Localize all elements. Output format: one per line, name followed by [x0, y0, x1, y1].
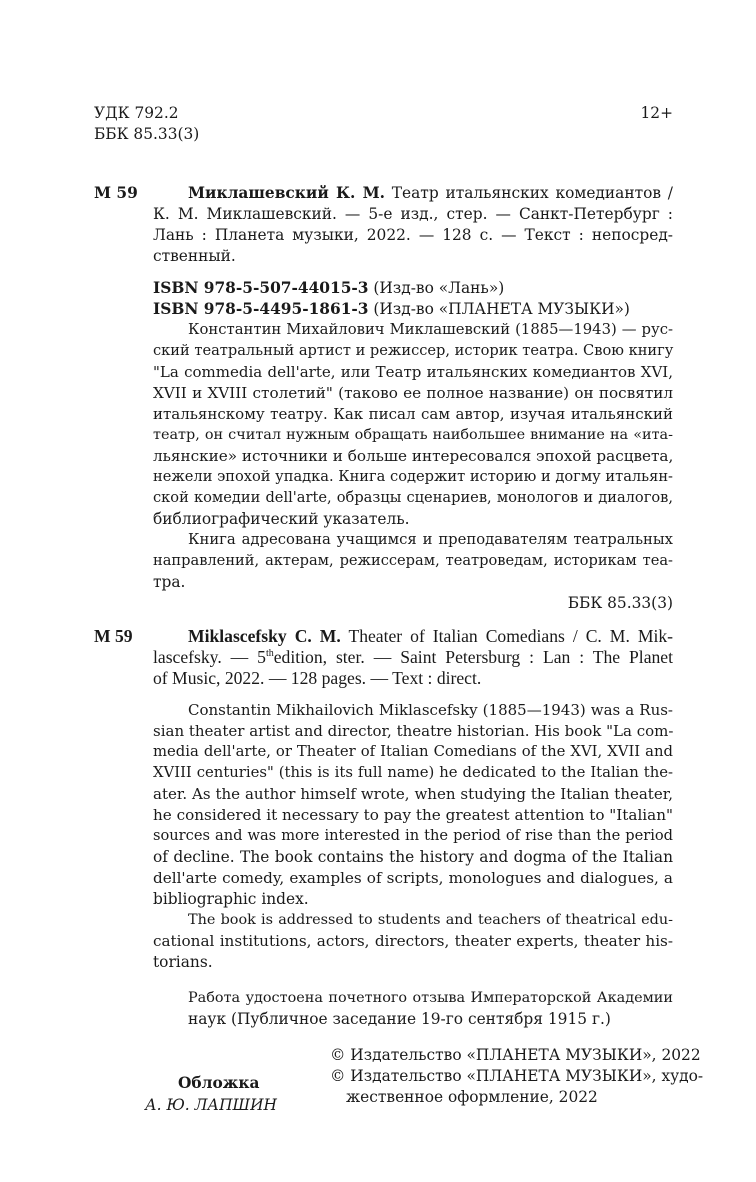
ru-annotation-line-7: льянские» источники и больше интересовался эпохой расцвета,: [153, 447, 674, 465]
ru-biblio-line-3: Лань : Планета музыки, 2022. — 128 с. — Текст : непосред-: [153, 226, 673, 244]
copyright-line-3: жественное оформление, 2022: [346, 1088, 598, 1106]
ru-annotation-line-1: Константин Михайлович Миклашевский (1885—1943) — рус-: [188, 321, 673, 338]
en-biblio-line-2: lascefsky. — 5thedition, ster. — Saint Petersburg : Lan : The Planet: [153, 647, 673, 667]
ru-bbk-code: ББК 85.33(3): [567, 594, 673, 612]
en-title: Theater of Italian Comedians / C. M. Mik-: [348, 626, 674, 646]
ru-annotation-line-10: библиографический указатель.: [153, 510, 410, 528]
ru-biblio-line-4: ственный.: [153, 247, 236, 265]
ru-title: Театр итальянских комедиантов /: [391, 184, 673, 202]
copyright-line-2: © Издательство «ПЛАНЕТА МУЗЫКИ», худо-: [330, 1067, 704, 1085]
ru-annotation-line-4: XVII и XVIII столетий" (таково ее полное название) он посвятил: [153, 384, 673, 402]
ru-audience-line-2: направлений, актерам, режиссерам, театроведам, историкам теа-: [153, 552, 673, 569]
en-annotation-line-7: sources and was more interested in the period of rise than the period: [153, 827, 673, 844]
age-rating: 12+: [640, 104, 673, 122]
en-audience-line-3: torians.: [153, 953, 213, 971]
en-annotation-line-10: bibliographic index.: [153, 890, 309, 908]
ru-annotation-line-6: театр, он считал нужным обращать наибольшее внимание на «ита-: [153, 427, 673, 443]
ru-annotation-line-5: итальянскому театру. Как писал сам автор, изучая итальянский: [153, 405, 673, 423]
ru-annotation-line-9: ской комедии dell'arte, образцы сценариев, монологов и диалогов,: [153, 489, 673, 506]
ru-audience-line-1: Книга адресована учащимся и преподавателям театральных: [188, 531, 673, 548]
en-catalog-code: M 59: [94, 626, 133, 646]
en-annotation-line-1: Constantin Mikhailovich Miklascefsky (1885—1943) was a Rus-: [188, 701, 673, 719]
en-annotation-line-2: sian theater artist and director, theatre historian. His book "La com-: [153, 722, 674, 740]
isbn-lan: ISBN 978-5-507-44015-3: [153, 279, 369, 297]
ru-annotation-line-2: ский театральный артист и режиссер, историк театра. Свою книгу: [153, 342, 674, 359]
en-audience-line-1: The book is addressed to students and teachers of theatrical edu-: [188, 912, 673, 928]
en-biblio-line-3: of Music, 2022. — 128 pages. — Text : direct.: [153, 668, 482, 688]
en-annotation-line-8: of decline. The book contains the history and dogma of the Italian: [153, 848, 673, 866]
bbk-code-header: ББК 85.33(3): [94, 125, 200, 143]
edition-ordinal-suffix: th: [265, 648, 274, 660]
ru-biblio-line-2: К. М. Миклашевский. — 5-е изд., стер. — Санкт-Петербург :: [153, 205, 673, 223]
cover-artist: А. Ю. ЛАПШИН: [145, 1096, 277, 1114]
ru-author: Миклашевский К. М.: [188, 184, 385, 202]
isbn-planeta: ISBN 978-5-4495-1861-3: [153, 300, 369, 318]
ru-audience-line-3: тра.: [153, 573, 186, 591]
ru-catalog-code: М 59: [94, 184, 138, 202]
en-annotation-line-5: ater. As the author himself wrote, when studying the Italian theater,: [153, 785, 673, 803]
udk-code: УДК 792.2: [94, 104, 179, 122]
isbn-line-1: [153, 278, 504, 298]
en-annotation-line-4: XVIII centuries" (this is its full name) he dedicated to the Italian the-: [153, 764, 673, 781]
isbn-planeta-publisher: (Изд-во «ПЛАНЕТА МУЗЫКИ»): [373, 300, 630, 318]
en-annotation-line-9: dell'arte comedy, examples of scripts, monologues and dialogues, a: [153, 869, 673, 887]
isbn-line-2: [153, 299, 630, 319]
en-annotation-line-6: he considered it necessary to pay the greatest attention to "Italian": [153, 806, 673, 824]
award-line-2: наук (Публичное заседание 19-го сентября 1915 г.): [188, 1010, 611, 1028]
award-line-1: Работа удостоена почетного отзыва Императорской Академии: [188, 990, 673, 1006]
ru-biblio-line-1: [188, 183, 673, 203]
en-biblio-line-1: [188, 626, 673, 646]
ru-annotation-line-3: "La commedia dell'arte, или Театр итальянских комедиантов XVI,: [153, 363, 673, 381]
isbn-lan-publisher: (Изд-во «Лань»): [373, 279, 505, 297]
copyright-line-1: © Издательство «ПЛАНЕТА МУЗЫКИ», 2022: [330, 1046, 701, 1064]
ru-annotation-line-8: нежели эпохой упадка. Книга содержит историю и догму итальян-: [153, 468, 673, 485]
en-annotation-line-3: media dell'arte, or Theater of Italian Comedians of the XVI, XVII and: [153, 743, 673, 760]
cover-label: Обложка: [178, 1074, 260, 1092]
en-author: Miklascefsky C. M.: [188, 626, 341, 646]
en-audience-line-2: cational institutions, actors, directors, theater experts, theater his-: [153, 932, 673, 950]
